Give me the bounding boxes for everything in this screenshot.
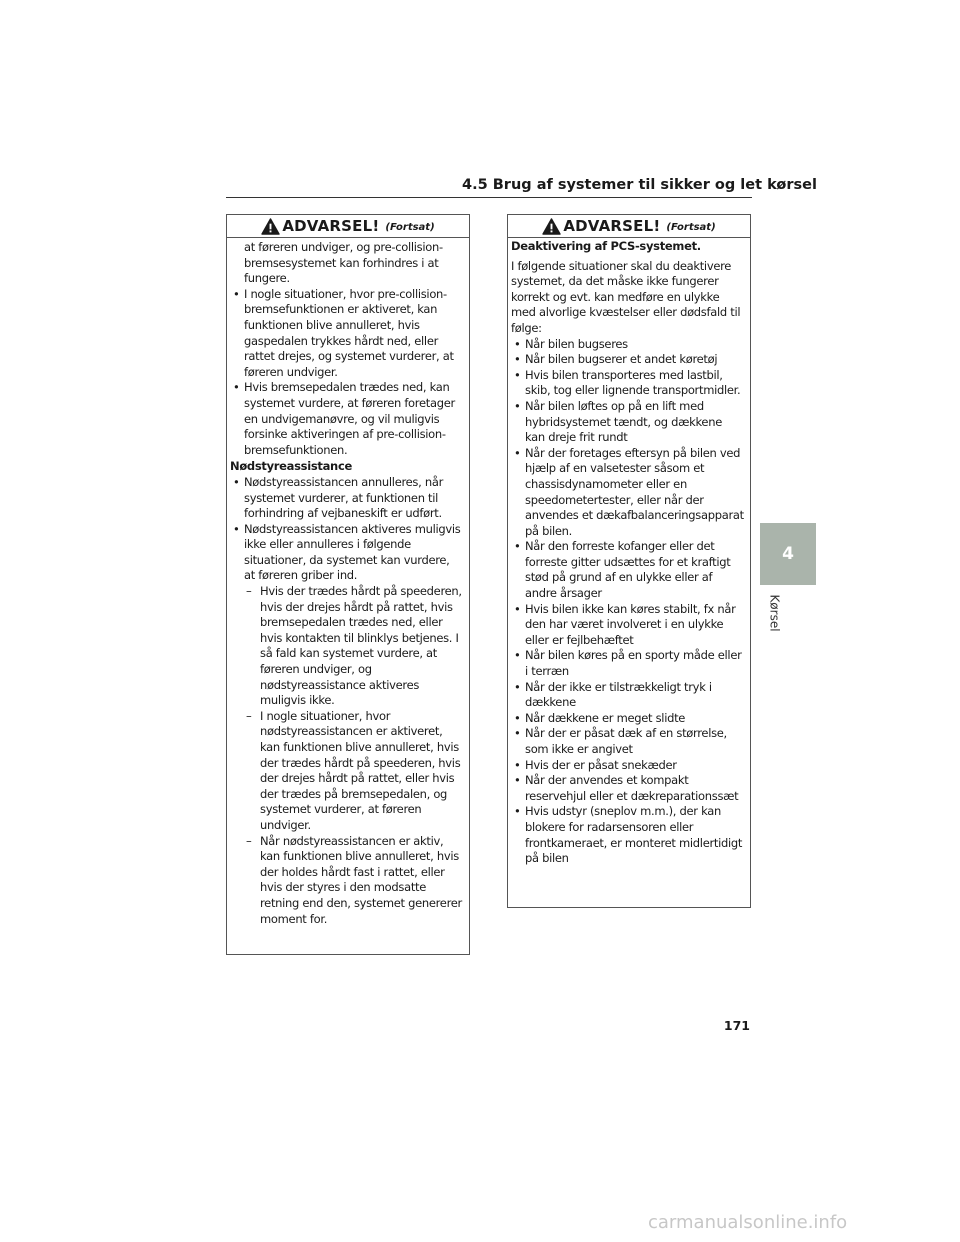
warning-triangle-icon xyxy=(542,218,561,235)
warning-triangle-icon xyxy=(261,218,280,235)
warning-title: ADVARSEL! xyxy=(563,217,661,235)
bullet-item: • I nogle situationer, hvor pre-collision-bremsefunktionen er aktiveret, kan funktionen blive annulleret, hvis gaspedalen trykkes hårdt ned, eller rattet drejes, og systemet vurderer, at føreren undviger. xyxy=(230,287,463,381)
warning-body xyxy=(508,238,750,867)
bullet-item: • Hvis bilen ikke kan køres stabilt, fx når den har været involveret i en ulykke eller er fejlbehæftet xyxy=(511,602,744,649)
bullet-item: • Når den forreste kofanger eller det forreste gitter udsættes for et kraftigt stød på grund af en ulykke eller af andre årsager xyxy=(511,539,744,601)
chapter-label xyxy=(760,588,790,638)
bullet-item: • Når dækkene er meget slidte xyxy=(511,711,744,727)
warning-header xyxy=(508,215,750,238)
bullet-item: • Hvis udstyr (sneplov m.m.), der kan blokere for radarsensoren eller frontkameraet, er monteret midlertidigt på bilen xyxy=(511,804,744,866)
section-title: 4.5 Brug af systemer til sikker og let kørsel xyxy=(462,177,817,193)
warning-title: ADVARSEL! xyxy=(282,217,380,235)
bullet-item: • Hvis bilen transporteres med lastbil, skib, tog eller lignende transportmidler. xyxy=(511,368,744,399)
warning-body xyxy=(227,238,469,927)
bullet-item: • Hvis der er påsat snekæder xyxy=(511,758,744,774)
dash-item: – Når nødstyreassistancen er aktiv, kan funktionen blive annulleret, hvis der holdes hårdt fast i rattet, eller hvis der styres i den modsatte retning end den, systemet genererer moment for. xyxy=(230,834,463,928)
section-divider xyxy=(226,197,752,198)
bullet-item: • Nødstyreassistancen annulleres, når systemet vurderer, at funktionen til forhindring af vejbaneskift er udført. xyxy=(230,475,463,522)
chapter-label-text: Kørsel xyxy=(768,594,782,632)
warning-box-right xyxy=(507,214,751,908)
dash-item: – I nogle situationer, hvor nødstyreassistancen er aktiveret, kan funktionen blive annulleret, hvis der trædes hårdt på speederen, hvis der drejes hårdt på rattet, eller hvis der trædes på bremsepedalen, og systemet vurderer, at føreren undviger. xyxy=(230,709,463,834)
bullet-item: • Når bilen bugserer et andet køretøj xyxy=(511,352,744,368)
continued-paragraph: at føreren undviger, og pre-collision-bremsesystemet kan forhindres i at fungere. xyxy=(244,240,443,286)
bullet-item: • Når der ikke er tilstrækkeligt tryk i dækkene xyxy=(511,680,744,711)
subheading: Nødstyreassistance xyxy=(230,459,352,474)
bullet-item: • Når der foretages eftersyn på bilen ved hjælp af en valsetester såsom et chassisdynamometer eller en speedometertester, eller når der anvendes et dækafbalanceringsapparat på bilen. xyxy=(511,446,744,540)
page-number: 171 xyxy=(723,1018,750,1033)
dash-item: – Hvis der trædes hårdt på speederen, hvis der drejes hårdt på rattet, hvis bremsepedalen trædes ned, eller hvis kontakten til blinklys betjenes. I så fald kan systemet vurdere, at føreren undviger, og nødstyreassistance aktiveres muligvis ikke. xyxy=(230,584,463,709)
warning-box-left xyxy=(226,214,470,955)
warning-continued: (Fortsat) xyxy=(666,222,716,233)
bullet-item: • Nødstyreassistancen aktiveres muligvis ikke eller annulleres i følgende situationer, da systemet kan vurdere, at føreren griber ind. xyxy=(230,522,463,584)
bullet-item: • Når bilen køres på en sporty måde eller i terræn xyxy=(511,648,744,679)
warning-continued: (Fortsat) xyxy=(385,222,435,233)
subheading: Deaktivering af PCS-systemet. xyxy=(511,239,701,253)
bullet-item: • Når bilen løftes op på en lift med hybridsystemet tændt, og dækkene kan dreje frit rundt xyxy=(511,399,744,446)
bullet-item: • Når bilen bugseres xyxy=(511,337,744,353)
chapter-number: 4 xyxy=(782,544,794,564)
bullet-item: • Hvis bremsepedalen trædes ned, kan systemet vurdere, at føreren foretager en undvigemanøvre, og vil muligvis forsinke aktiveringen af pre-collision-bremsefunktionen. xyxy=(230,380,463,458)
warning-header xyxy=(227,215,469,238)
bullet-item: • Når der anvendes et kompakt reservehjul eller et dækreparationssæt xyxy=(511,773,744,804)
chapter-tab[interactable] xyxy=(760,523,816,585)
intro-paragraph: I følgende situationer skal du deaktivere systemet, da det måske ikke fungerer korrekt og evt. kan medføre en ulykke med alvorlige kvæstelser eller dødsfald til følge: xyxy=(511,258,741,335)
watermark: carmanualsonline.info xyxy=(648,1212,848,1233)
bullet-item: • Når der er påsat dæk af en størrelse, som ikke er angivet xyxy=(511,726,744,757)
